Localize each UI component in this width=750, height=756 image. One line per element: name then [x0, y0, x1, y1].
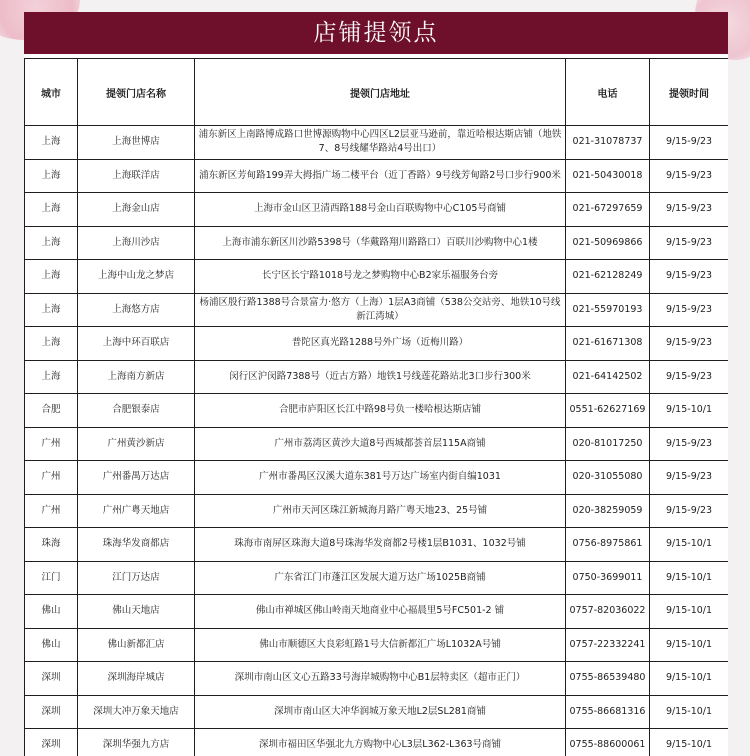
cell-time: 9/15-10/1: [650, 729, 729, 756]
header-store-name: 提领门店名称: [78, 59, 195, 126]
table-row: [25, 695, 729, 729]
header-pickup-time: 提领时间: [650, 59, 729, 126]
cell-phone: 021-55970193: [566, 293, 650, 327]
cell-time: 9/15-10/1: [650, 561, 729, 595]
cell-address: 深圳市福田区华强北九方购物中心L3层L362-L363号商铺: [195, 729, 566, 756]
table-row: [25, 226, 729, 260]
table-header-row: [25, 59, 729, 126]
cell-phone: 020-81017250: [566, 427, 650, 461]
cell-phone: 0757-22332241: [566, 628, 650, 662]
store-pickup-card: [24, 12, 728, 756]
cell-city: 上海: [25, 226, 78, 260]
table-row: [25, 662, 729, 696]
cell-address: 佛山市禅城区佛山岭南天地商业中心福晨里5号FC501-2 铺: [195, 595, 566, 629]
cell-store: 上海悠方店: [78, 293, 195, 327]
cell-address: 深圳市南山区文心五路33号海岸城购物中心B1层特卖区（超市正门）: [195, 662, 566, 696]
table-row: [25, 126, 729, 160]
cell-city: 广州: [25, 494, 78, 528]
page-title: 店铺提领点: [24, 12, 728, 54]
cell-address: 佛山市顺德区大良彩虹路1号大信新都汇广场L1032A号铺: [195, 628, 566, 662]
cell-time: 9/15-9/23: [650, 226, 729, 260]
table-row: [25, 561, 729, 595]
cell-time: 9/15-9/23: [650, 327, 729, 361]
header-address: 提领门店地址: [195, 59, 566, 126]
cell-city: 佛山: [25, 628, 78, 662]
table-row: [25, 293, 729, 327]
cell-store: 上海南方新店: [78, 360, 195, 394]
cell-time: 9/15-10/1: [650, 394, 729, 428]
cell-store: 江门万达店: [78, 561, 195, 595]
cell-phone: 021-50430018: [566, 159, 650, 193]
table-row: [25, 427, 729, 461]
cell-store: 深圳海岸城店: [78, 662, 195, 696]
cell-city: 深圳: [25, 695, 78, 729]
cell-store: 上海川沙店: [78, 226, 195, 260]
table-row: [25, 494, 729, 528]
cell-phone: 0757-82036022: [566, 595, 650, 629]
table-row: [25, 628, 729, 662]
cell-phone: 020-38259059: [566, 494, 650, 528]
cell-store: 佛山新都汇店: [78, 628, 195, 662]
cell-time: 9/15-9/23: [650, 494, 729, 528]
table-row: [25, 528, 729, 562]
cell-store: 深圳大冲万象天地店: [78, 695, 195, 729]
cell-city: 深圳: [25, 729, 78, 756]
cell-city: 合肥: [25, 394, 78, 428]
cell-city: 江门: [25, 561, 78, 595]
table-row: [25, 729, 729, 756]
table-row: [25, 595, 729, 629]
cell-store: 广州广粤天地店: [78, 494, 195, 528]
cell-city: 珠海: [25, 528, 78, 562]
cell-time: 9/15-9/23: [650, 126, 729, 160]
cell-phone: 021-62128249: [566, 260, 650, 294]
cell-city: 上海: [25, 360, 78, 394]
cell-address: 广州市天河区珠江新城海月路广粤天地23、25号铺: [195, 494, 566, 528]
cell-store: 上海金山店: [78, 193, 195, 227]
cell-phone: 020-31055080: [566, 461, 650, 495]
cell-address: 普陀区真光路1288号外广场（近梅川路）: [195, 327, 566, 361]
table-row: [25, 159, 729, 193]
cell-time: 9/15-9/23: [650, 193, 729, 227]
cell-address: 杨浦区殷行路1388号合景富力·悠方（上海）1层A3商铺（538公交站旁、地铁10号线新江湾城）: [195, 293, 566, 327]
cell-phone: 0755-86539480: [566, 662, 650, 696]
table-row: [25, 327, 729, 361]
cell-store: 合肥银泰店: [78, 394, 195, 428]
header-city: 城市: [25, 59, 78, 126]
cell-store: 上海世博店: [78, 126, 195, 160]
cell-city: 上海: [25, 327, 78, 361]
table-row: [25, 260, 729, 294]
cell-city: 佛山: [25, 595, 78, 629]
cell-city: 上海: [25, 260, 78, 294]
cell-time: 9/15-9/23: [650, 260, 729, 294]
cell-address: 浦东新区芳甸路199弄大拇指广场二楼平台（近丁香路）9号线芳甸路2号口步行900米: [195, 159, 566, 193]
cell-address: 浦东新区上南路博成路口世博源购物中心四区L2层亚马逊前，靠近哈根达斯店铺（地铁7、8号线耀华路站4号出口）: [195, 126, 566, 160]
cell-address: 广州市番禺区汉溪大道东381号万达广场室内街自编1031: [195, 461, 566, 495]
table-row: [25, 394, 729, 428]
cell-city: 上海: [25, 293, 78, 327]
cell-address: 长宁区长宁路1018号龙之梦购物中心B2家乐福服务台旁: [195, 260, 566, 294]
cell-store: 广州黄沙新店: [78, 427, 195, 461]
cell-city: 广州: [25, 427, 78, 461]
store-table: [24, 58, 728, 756]
cell-time: 9/15-10/1: [650, 528, 729, 562]
cell-city: 上海: [25, 126, 78, 160]
cell-phone: 021-64142502: [566, 360, 650, 394]
cell-store: 上海中山龙之梦店: [78, 260, 195, 294]
cell-address: 闵行区沪闵路7388号（近古方路）地铁1号线莲花路站北3口步行300米: [195, 360, 566, 394]
cell-store: 广州番禺万达店: [78, 461, 195, 495]
header-phone: 电话: [566, 59, 650, 126]
cell-address: 合肥市庐阳区长江中路98号负一楼哈根达斯店铺: [195, 394, 566, 428]
table-row: [25, 360, 729, 394]
cell-city: 深圳: [25, 662, 78, 696]
cell-city: 上海: [25, 159, 78, 193]
cell-time: 9/15-10/1: [650, 628, 729, 662]
cell-time: 9/15-9/23: [650, 461, 729, 495]
cell-store: 珠海华发商都店: [78, 528, 195, 562]
cell-time: 9/15-9/23: [650, 427, 729, 461]
cell-time: 9/15-10/1: [650, 662, 729, 696]
cell-city: 广州: [25, 461, 78, 495]
cell-phone: 0750-3699011: [566, 561, 650, 595]
cell-time: 9/15-9/23: [650, 293, 729, 327]
cell-store: 上海中环百联店: [78, 327, 195, 361]
cell-city: 上海: [25, 193, 78, 227]
table-row: [25, 193, 729, 227]
cell-address: 珠海市南屏区珠海大道8号珠海华发商都2号楼1层B1031、1032号铺: [195, 528, 566, 562]
cell-time: 9/15-10/1: [650, 695, 729, 729]
cell-address: 上海市浦东新区川沙路5398号（华戴路翔川路路口）百联川沙购物中心1楼: [195, 226, 566, 260]
cell-store: 佛山天地店: [78, 595, 195, 629]
table-row: [25, 461, 729, 495]
cell-phone: 0755-88600061: [566, 729, 650, 756]
cell-phone: 021-61671308: [566, 327, 650, 361]
cell-phone: 0755-86681316: [566, 695, 650, 729]
cell-time: 9/15-10/1: [650, 595, 729, 629]
cell-time: 9/15-9/23: [650, 360, 729, 394]
cell-address: 广州市荔湾区黄沙大道8号西城都荟首层115A商铺: [195, 427, 566, 461]
cell-address: 深圳市南山区大冲华润城万象天地L2层SL281商铺: [195, 695, 566, 729]
cell-phone: 021-67297659: [566, 193, 650, 227]
cell-phone: 021-50969866: [566, 226, 650, 260]
cell-phone: 0551-62627169: [566, 394, 650, 428]
cell-store: 深圳华强九方店: [78, 729, 195, 756]
cell-phone: 021-31078737: [566, 126, 650, 160]
cell-time: 9/15-9/23: [650, 159, 729, 193]
cell-store: 上海联洋店: [78, 159, 195, 193]
cell-address: 上海市金山区卫清西路188号金山百联购物中心C105号商铺: [195, 193, 566, 227]
cell-address: 广东省江门市蓬江区发展大道万达广场1025B商铺: [195, 561, 566, 595]
cell-phone: 0756-8975861: [566, 528, 650, 562]
